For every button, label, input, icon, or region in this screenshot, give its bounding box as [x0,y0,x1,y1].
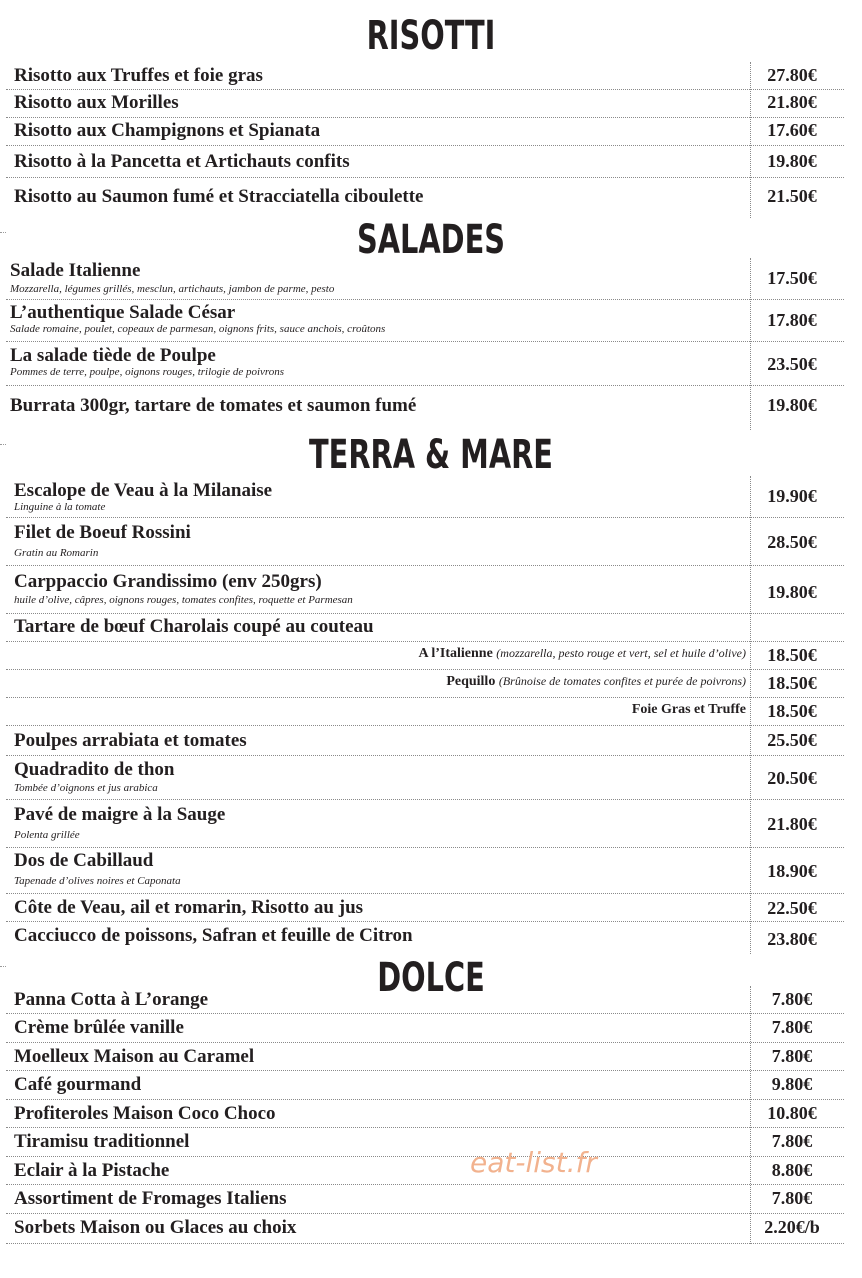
menu-item [6,1071,844,1100]
item-description: huile d’olive, câpres, oignons rouges, tomates confites, roquette et Parmesan [14,594,353,606]
menu-sub-item [6,670,844,698]
menu-item [6,386,844,430]
item-price: 21.80€ [767,92,817,112]
item-description: Tapenade d’olives noires et Caponata [14,875,181,887]
menu-item [6,614,844,642]
item-price: 7.80€ [771,1046,813,1066]
item-name: Pavé de maigre à la Sauge [14,804,226,825]
item-name: Profiteroles Maison Coco Choco [14,1103,276,1124]
item-price: 18.90€ [767,861,817,881]
menu-item [6,756,844,800]
item-price: 17.50€ [767,268,817,288]
item-name: Panna Cotta à L’orange [14,989,209,1010]
item-name: Côte de Veau, ail et romarin, Risotto au jus [14,897,364,918]
menu-item [6,1014,844,1043]
item-price: 7.80€ [771,1017,813,1037]
menu-item [6,1043,844,1071]
margin-tick [0,444,6,445]
menu-item [6,1157,844,1185]
item-name: Poulpes arrabiata et tomates [14,730,247,751]
item-price: 18.50€ [767,701,817,721]
item-name: Salade Italienne [10,260,141,281]
menu-item [6,848,844,894]
item-name: Risotto aux Truffes et foie gras [14,65,263,86]
menu-item [6,800,844,848]
section-title-risotti: RISOTTI [366,13,496,59]
item-price: 18.50€ [767,673,817,693]
menu-item [6,178,844,218]
item-price: 23.50€ [767,354,817,374]
menu-item [6,1128,844,1157]
menu-item [6,518,844,566]
item-name: Cacciucco de poissons, Safran et feuille de Citron [14,925,413,946]
item-price: 19.90€ [767,486,817,506]
item-price: 18.50€ [767,645,817,665]
item-name: Moelleux Maison au Caramel [14,1046,255,1067]
menu-item [6,258,844,300]
item-description: Tombée d’oignons et jus arabica [14,782,158,794]
item-price: 2.20€/b [764,1217,820,1237]
item-name: Tartare de bœuf Charolais coupé au couteau [14,616,374,637]
item-name: Assortiment de Fromages Italiens [14,1188,287,1209]
menu-item [6,1100,844,1128]
watermark: eat-list.fr [470,1146,597,1179]
item-name: La salade tiède de Poulpe [10,345,216,366]
item-price: 21.80€ [767,814,817,834]
item-name: Dos de Cabillaud [14,850,154,871]
item-name: Burrata 300gr, tartare de tomates et saumon fumé [10,395,417,416]
item-name: Risotto au Saumon fumé et Stracciatella ciboulette [14,186,424,207]
item-name: Risotto à la Pancetta et Artichauts confits [14,151,350,172]
item-description: Mozzarella, légumes grillés, mesclun, artichauts, jambon de parme, pesto [10,283,335,295]
menu-sub-item [6,698,844,726]
item-price: 19.80€ [767,151,817,171]
item-name: L’authentique Salade César [10,302,236,323]
item-price: 17.80€ [767,310,817,330]
item-price: 19.80€ [767,395,817,415]
item-price: 27.80€ [767,65,817,85]
item-price: 8.80€ [771,1160,813,1180]
menu-item [6,62,844,90]
menu-item [6,118,844,146]
menu-item [6,146,844,178]
item-name: Tiramisu traditionnel [14,1131,190,1152]
menu-item [6,922,844,954]
menu-item [6,1214,844,1244]
item-name: Quadradito de thon [14,759,175,780]
item-name: Carppaccio Grandissimo (env 250grs) [14,571,322,592]
menu-item [6,90,844,118]
item-price: 19.80€ [767,582,817,602]
menu-item [6,726,844,756]
item-price: 10.80€ [767,1103,817,1123]
item-name: Café gourmand [14,1074,142,1095]
menu-item [6,300,844,342]
item-price: 20.50€ [767,768,817,788]
item-price: 22.50€ [767,898,817,918]
item-name: Sorbets Maison ou Glaces au choix [14,1217,297,1238]
item-price: 17.60€ [767,120,817,140]
item-description: Linguine à la tomate [14,501,106,513]
item-description: Gratin au Romarin [14,547,99,559]
menu-item [6,1185,844,1214]
item-name: Eclair à la Pistache [14,1160,170,1181]
item-price: 7.80€ [771,1131,813,1151]
menu-sub-item [6,642,844,670]
menu-item [6,566,844,614]
item-name: Escalope de Veau à la Milanaise [14,480,273,501]
menu-item [6,986,844,1014]
item-name: Filet de Boeuf Rossini [14,522,191,543]
item-price: 21.50€ [767,186,817,206]
item-name: Risotto aux Morilles [14,92,179,113]
item-description: Polenta grillée [14,829,80,841]
item-price: 7.80€ [771,1188,813,1208]
section-title-terra-mare: TERRA & MARE [309,432,553,478]
margin-tick [0,232,6,233]
item-price: 7.80€ [771,989,813,1009]
menu-item [6,894,844,922]
item-price: 25.50€ [767,730,817,750]
item-price: 9.80€ [771,1074,813,1094]
margin-tick [0,966,6,967]
item-description: Salade romaine, poulet, copeaux de parmesan, oignons frits, sauce anchois, croûtons [10,323,386,335]
sub-item-label: A l’Italienne (mozzarella, pesto rouge et vert, sel et huile d’olive) [418,646,746,661]
sub-item-label: Foie Gras et Truffe [631,702,746,717]
item-description: Pommes de terre, poulpe, oignons rouges, trilogie de poivrons [10,366,285,378]
item-name: Crème brûlée vanille [14,1017,184,1038]
section-title-salades: SALADES [356,217,505,263]
sub-item-label: Pequillo (Brûnoise de tomates confites et purée de poivrons) [446,674,746,689]
item-name: Risotto aux Champignons et Spianata [14,120,321,141]
menu-item [6,476,844,518]
section-title-dolce: DOLCE [377,955,485,1001]
item-price: 23.80€ [767,929,817,949]
menu-item [6,342,844,386]
item-price: 28.50€ [767,532,817,552]
